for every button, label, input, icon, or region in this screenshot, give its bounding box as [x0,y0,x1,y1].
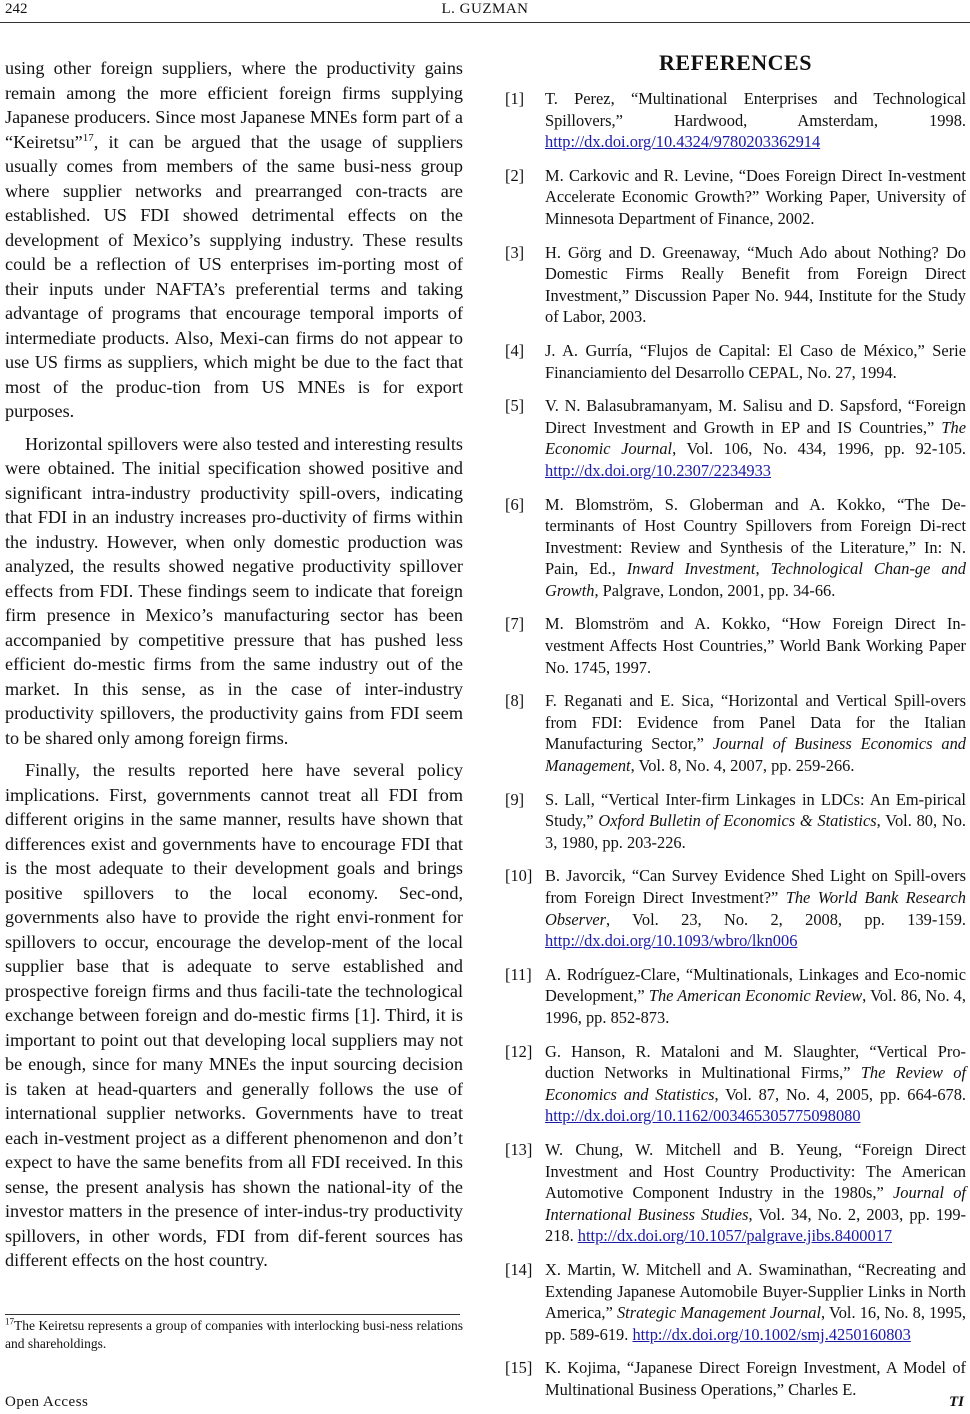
reference-text-part: K. Kojima, “Japanese Direct Foreign Investment, A Model of Multinational Business Operations,” Charles E. [545,1358,966,1399]
reference-text [545,964,966,1029]
reference-source-title: Oxford Bulletin of Economics & Statistics [598,811,877,831]
reference-text [545,690,966,776]
reference-text-part: M. Blomström and A. Kokko, “How Foreign Direct In-vestment Affects Host Countries,” World Bank Working Paper No. 1745, 1997. [545,614,966,677]
footnote-reference: 17 [82,131,94,144]
reference-text [545,494,966,602]
reference-text [545,88,966,153]
reference-number: [12] [505,1041,533,1061]
reference-source-title: Journal of International Business Studies [545,1183,966,1224]
header-rule [0,22,970,23]
reference-source-title: Inward Investment [626,559,756,579]
page-header [0,0,970,22]
reference-entry [505,613,966,678]
footnote [5,1317,463,1353]
reference-text [545,395,966,481]
doi-link[interactable]: http://dx.doi.org/10.1093/wbro/lkn006 [545,931,798,951]
reference-number: [5] [505,396,525,416]
reference-source-title: Technological Chan-ge and Growth [545,559,966,600]
reference-text-part: , Vol. 106, No. 434, 1996, pp. 92-105. [672,439,967,459]
reference-text-part: , Vol. 8, No. 4, 2007, pp. 259-266. [630,756,855,776]
reference-text-part: G. Hanson, R. Mataloni and M. Slaughter, “Vertical Pro-duction Networks in Multinational Firms,” [545,1041,966,1083]
reference-text-part: A. Rodríguez-Clare, “Multinationals, Linkages and Eco-nomic Development,” [545,964,966,1006]
reference-entry [505,690,966,776]
reference-text-part: , Vol. 34, No. 2, 2003, pp. 199-218. [545,1204,966,1246]
reference-number: [1] [505,89,525,108]
reference-text [545,1259,966,1345]
page-number: 242 [5,1,28,17]
reference-entry [505,789,966,854]
reference-number: [14] [505,1259,533,1279]
references-list [505,88,966,1400]
doi-link[interactable]: http://dx.doi.org/10.1162/003465305775098080 [545,1106,861,1126]
reference-number: [11] [505,964,532,984]
page-footer [0,1391,970,1414]
reference-text [545,613,966,678]
reference-text-part: W. Chung, W. Mitchell and B. Yeung, “Foreign Direct Investment and Host Country Productivity: The American Automotive Component Industry in the 1980s,” [545,1139,966,1203]
reference-source-title: Strategic Management Journal [616,1303,822,1323]
reference-entry [505,340,966,383]
reference-source-title: The American Economic Review [648,986,863,1006]
reference-number: [10] [505,866,533,886]
reference-text [545,340,966,383]
running-title: L. GUZMAN [441,1,529,17]
reference-text-part: J. A. Gurría, “Flujos de Capital: El Caso de México,” Serie Financiamiento del Desarrollo CEPAL, No. 27, 1994. [545,340,966,382]
body-paragraph-1: using other foreign suppliers, where the productivity gains remain among the more efficient foreign firms supplying Japanese producers. Since most Japanese MNEs form part of a “Keiretsu”$^{17}$, it can be argued that the usage of suppliers usually comes from members of the same busi-ness group where supplier networks and prearranged con-tracts are established. US FDI showed detrimental effects on the development of Mexico’s supplying industry. These results could be a reflection of US enterprises im-porting most of their inputs under NAFTA’s preferential terms and taking advantage of programs that encourage temporal imports of intermediate products. Also, Mexi-can firms do not appear to use US firms as suppliers, which might be due to the fact that most of the produc-tion from US MNEs is for export purposes. [5,58,463,421]
reference-number: [3] [505,242,525,262]
doi-link[interactable]: http://dx.doi.org/10.2307/2234933 [545,460,771,480]
doi-link[interactable]: http://dx.doi.org/10.4324/9780203362914 [545,132,821,152]
reference-text-part: S. Lall, “Vertical Inter-firm Linkages in LDCs: An Em-pirical Study,” [545,789,966,831]
reference-text-part: , [755,559,760,579]
reference-number: [6] [505,494,525,514]
doi-link[interactable]: http://dx.doi.org/10.1057/palgrave.jibs.8400017 [577,1226,893,1246]
reference-text [545,789,966,854]
open-access-label: Open Access [5,1394,89,1410]
reference-text-part: H. Görg and D. Greenaway, “Much Ado about Nothing? Do Domestic Firms Really Benefit from Foreign Direct Investment,” Discussion Paper No. 944, Institute for the Study of Labor, 2003. [545,242,966,327]
reference-text-part: M. Blomström, S. Globerman and A. Kokko, “The De-terminants of Host Country Spillovers from Foreign Di-rect Investment: Review and Synthesis of the Literature,” In: N. Pain, Ed., [545,494,966,579]
reference-text-part: B. Javorcik, “Can Survey Evidence Shed Light on Spill-overs from Foreign Direct Investment?” [545,866,966,907]
reference-entry [505,242,966,328]
footnote-mark: 17 [5,1316,14,1327]
reference-number: [9] [505,789,525,809]
reference-entry [505,1139,966,1247]
reference-text-part: V. N. Balasubramanyam, M. Salisu and D. Sapsford, “Foreign Direct Investment and Growth in EP and IS Countries,” [545,396,966,437]
reference-number: [2] [505,165,525,185]
body-paragraph-2: Horizontal spillovers were also tested and interesting results were obtained. The initial specification showed positive and significant intra-industry productivity spill-overs, indicating that FDI in an industry increases pro-ductivity of firms within the industry. However, when only domestic production was analyzed, the results showed negative productivity spillover effects from FDI. These findings seem to indicate that foreign firm presence in Mexico’s manufacturing sector has been accompanied by competitive pressure that has pushed less efficient do-mestic firms from the same industry out of the market. In this sense, as in the case of inter-industry productivity spillovers, the productivity gains from FDI seem to be shared only among foreign firms. [5,433,463,748]
reference-number: [7] [505,614,525,634]
footnote-text: The Keiretsu represents a group of companies with interlocking busi-ness relations and shareholdings. [5,1318,463,1351]
reference-text [545,242,966,328]
reference-text-part: X. Martin, W. Mitchell and A. Swaminathan, “Recreating and Extending Japanese Automobile Buyer-Supplier Links in North America,” [545,1259,966,1323]
reference-source-title: Journal of Business Economics and Management [545,734,966,776]
reference-text-part: , Vol. 16, No. 8, 1995, pp. 589-619. [545,1303,966,1344]
reference-text-part: , Vol. 86, No. 4, 1996, pp. 852-873. [545,986,966,1027]
reference-text-part: , Vol. 80, No. 3, 1980, pp. 203-226. [545,811,966,852]
reference-entry [505,88,966,153]
reference-text [545,1041,966,1127]
reference-number: [15] [505,1358,533,1378]
body-paragraph-3: Finally, the results reported here have several policy implications. First, governments cannot treat all FDI from different origins in the same manner, results have shown that differences exist and governments have to encourage FDI that is the most adequate to their development goals and brings positive spillovers to the local economy. Sec-ond, governments also have to provide the right envi-ronment for spillovers to occur, encourage the develop-ment of the local supplier base that is adequate to serve established and prospective foreign firms and thus facili-tate the technological exchange between foreign and do-mestic firms [1]. Third, it is important to point out that developing local suppliers may not be enough, since for many MNEs the input sourcing decision is taken at head-quarters and generally follows the use of international supplier networks. Governments have to treat each in-vestment project as a different phenomenon and don’t expect to have the same benefits from all FDI received. In this sense, the present analysis has shown the national-ity of the investor matters in the presence of inter-indus-try productivity spillovers, in other words, FDI from dif-ferent sources has different effects on the host country. [5,760,463,1270]
reference-source-title: The Economic Journal [545,417,966,459]
reference-text-part: F. Reganati and E. Sica, “Horizontal and Vertical Spill-overs from FDI: Evidence from Panel Data for the Italian Manufacturing Sector,” [545,691,966,754]
reference-entry [505,494,966,602]
references-heading: REFERENCES [659,50,812,75]
reference-entry [505,1041,966,1127]
doi-link[interactable]: http://dx.doi.org/10.1002/smj.4250160803 [632,1324,911,1344]
reference-number: [8] [505,691,525,711]
reference-number: [4] [505,340,525,360]
reference-entry [505,964,966,1029]
reference-text-part: M. Carkovic and R. Levine, “Does Foreign Direct In-vestment Accelerate Economic Growth?” Working Paper, University of Minnesota Department of Finance, 2002. [545,165,966,228]
reference-entry [505,865,966,951]
body-text-column [5,56,463,1281]
journal-abbreviation: TI [949,1394,964,1410]
reference-entry [505,1259,966,1345]
reference-text [545,865,966,951]
reference-entry [505,165,966,230]
references-column [505,50,966,1412]
reference-text [545,165,966,230]
reference-text [545,1139,966,1247]
reference-source-title: The World Bank Research Observer [545,888,966,929]
reference-entry [505,395,966,481]
reference-text-part: , Palgrave, London, 2001, pp. 34-66. [594,580,836,600]
footnote-rule [5,1314,460,1315]
reference-source-title: The Review of Economics and Statistics [545,1063,966,1104]
reference-text-part: , Vol. 87, No. 4, 2005, pp. 664-678. [714,1084,967,1104]
reference-text-part: , Vol. 23, No. 2, 2008, pp. 139-159. [606,909,966,929]
reference-text-part: T. Perez, “Multinational Enterprises and Technological Spillovers,” Hardwood, Amsterdam, 1998. [545,89,966,130]
reference-number: [13] [505,1139,533,1159]
